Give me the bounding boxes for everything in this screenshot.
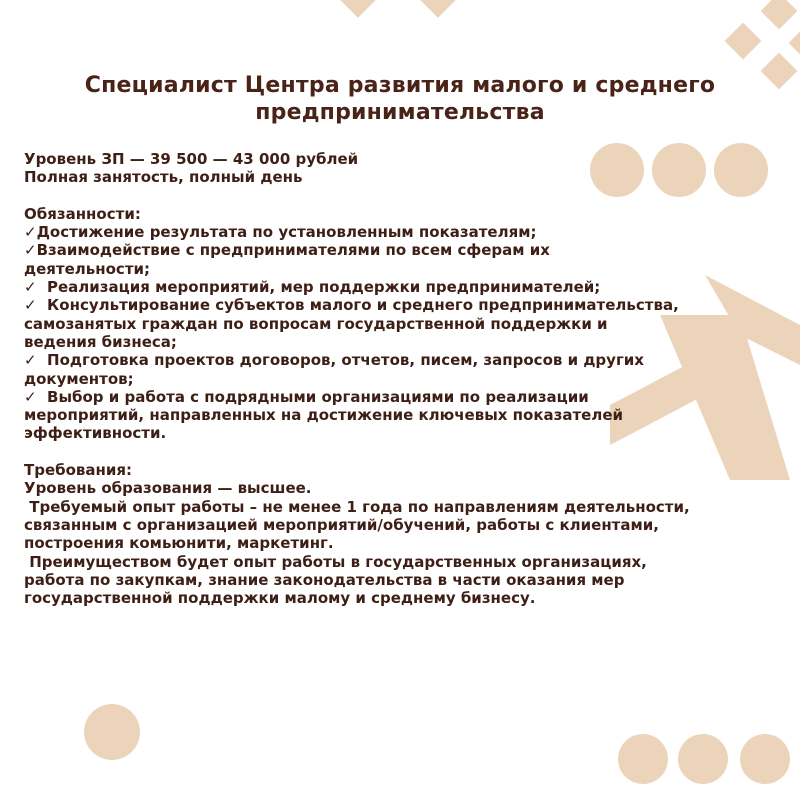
decorative-diamond (338, 0, 378, 18)
vacancy-description (24, 150, 784, 607)
requirements-line: государственной поддержки малому и среднему бизнесу. (24, 589, 536, 608)
duties-line: ✓Достижение результата по установленным показателям; (24, 223, 537, 242)
duties-line: эффективности. (24, 424, 167, 443)
decorative-circle (678, 734, 728, 784)
decorative-circle (740, 734, 790, 784)
duties-line: ✓ Консультирование субъектов малого и среднего предпринимательства, (24, 296, 679, 315)
duties-line: ✓Взаимодействие с предпринимателями по всем сферам их (24, 241, 550, 260)
duties-line: деятельности; (24, 259, 151, 278)
decorative-diamond (761, 53, 798, 90)
decorative-circle (618, 734, 668, 784)
requirements-heading: Требования: (24, 461, 133, 480)
duties-line: ✓ Подготовка проектов договоров, отчетов, писем, запросов и других (24, 351, 644, 370)
decorative-diamond (789, 25, 800, 62)
employment-line: Полная занятость, полный день (24, 168, 303, 187)
duties-line: мероприятий, направленных на достижение ключевых показателей (24, 406, 624, 425)
requirements-line: работа по закупкам, знание законодательства в части оказания мер (24, 570, 625, 589)
duties-heading: Обязанности: (24, 204, 141, 223)
requirements-line: Уровень образования — высшее. (24, 479, 312, 498)
duties-line: ✓ Реализация мероприятий, мер поддержки предпринимателей; (24, 278, 601, 297)
duties-line: ведения бизнеса; (24, 332, 177, 351)
requirements-line: Преимуществом будет опыт работы в государственных организациях, (24, 552, 647, 571)
decorative-circle (84, 704, 140, 760)
requirements-line: связанным с организацией мероприятий/обучений, работы с клиентами, (24, 515, 659, 534)
requirements-line: Требуемый опыт работы – не менее 1 года по направлениям деятельности, (24, 497, 690, 516)
requirements-line: построения комьюнити, маркетинг. (24, 534, 334, 553)
spacer (24, 187, 784, 205)
page-title: Специалист Центра развития малого и среднего предпринимательства (84, 73, 716, 125)
duties-line: ✓ Выбор и работа с подрядными организациями по реализации (24, 387, 589, 406)
salary-line: Уровень ЗП — 39 500 — 43 000 рублей (24, 150, 359, 168)
decorative-diamond (725, 23, 762, 60)
decorative-diamond (761, 0, 798, 29)
spacer (24, 443, 784, 461)
duties-line: документов; (24, 369, 134, 388)
duties-line: самозанятых граждан по вопросам государственной поддержки и (24, 314, 608, 333)
decorative-diamond (418, 0, 458, 18)
